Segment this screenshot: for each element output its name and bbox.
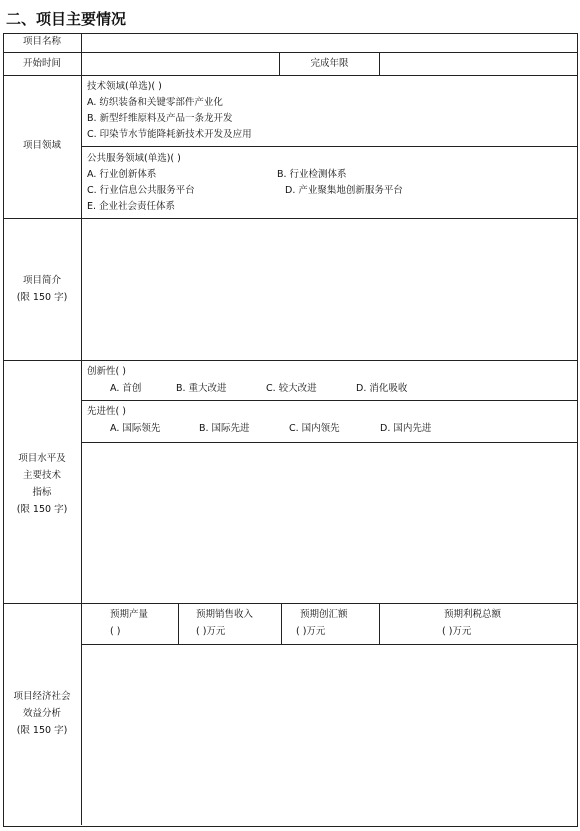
project-field-label: 项目领域 [22,140,61,151]
benefit-analysis-label: 项目经济社会 效益分析 (限 150 字) [13,691,71,736]
innovation-option-b[interactable]: B. 重大改进 [176,383,227,394]
expected-sales-label: 预期销售收入 [196,609,254,620]
tech-option-b[interactable]: B. 新型纤维原料及产品一条龙开发 [87,113,233,124]
completion-years-field[interactable] [380,53,576,75]
project-level-label: 项目水平及 主要技术 指标 (限 150 字) [16,453,68,515]
expected-output-value[interactable]: ( ) [110,626,121,637]
public-option-b[interactable]: B. 行业检测体系 [277,169,347,180]
advancement-option-c[interactable]: C. 国内领先 [289,423,340,434]
project-name-label: 项目名称 [22,36,61,47]
innovation-option-a[interactable]: A. 首创 [110,383,142,394]
expected-sales-value[interactable]: ( )万元 [196,626,226,637]
start-time-label: 开始时间 [22,58,61,69]
benefit-analysis-field[interactable] [82,645,576,824]
tech-option-c[interactable]: C. 印染节水节能降耗新技术开发及应用 [87,129,252,140]
advancement-option-d[interactable]: D. 国内先进 [380,423,432,434]
tech-field-title[interactable]: 技术领域(单选)( ) [87,81,162,92]
expected-forex-value[interactable]: ( )万元 [296,626,326,637]
innovation-title[interactable]: 创新性( ) [87,366,126,377]
completion-years-label: 完成年限 [310,58,349,69]
start-time-field[interactable] [82,53,278,75]
advancement-option-a[interactable]: A. 国际领先 [110,423,161,434]
public-option-d[interactable]: D. 产业聚集地创新服务平台 [285,185,403,196]
project-intro-label: 项目简介 (限 150 字) [16,275,68,303]
project-name-field[interactable] [82,34,576,52]
expected-forex-label: 预期创汇额 [300,609,348,620]
advancement-option-b[interactable]: B. 国际先进 [199,423,250,434]
project-intro-field[interactable] [82,219,576,359]
expected-tax-value[interactable]: ( )万元 [442,626,472,637]
public-option-c[interactable]: C. 行业信息公共服务平台 [87,185,195,196]
public-option-a[interactable]: A. 行业创新体系 [87,169,157,180]
section-heading: 二、项目主要情况 [6,10,127,28]
tech-option-a[interactable]: A. 纺织装备和关键零部件产业化 [87,97,223,108]
public-option-e[interactable]: E. 企业社会责任体系 [87,201,176,212]
expected-tax-label: 预期利税总额 [444,609,502,620]
innovation-option-d[interactable]: D. 消化吸收 [356,383,408,394]
expected-output-label: 预期产量 [110,609,149,620]
innovation-option-c[interactable]: C. 较大改进 [266,383,317,394]
public-service-title[interactable]: 公共服务领域(单选)( ) [87,153,181,164]
advancement-title[interactable]: 先进性( ) [87,406,126,417]
project-level-field[interactable] [82,443,576,602]
